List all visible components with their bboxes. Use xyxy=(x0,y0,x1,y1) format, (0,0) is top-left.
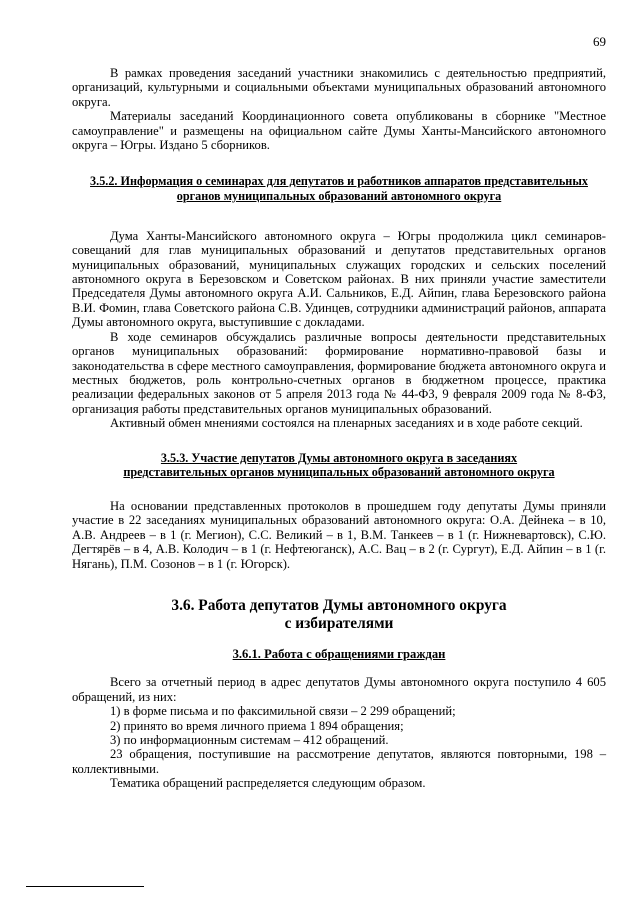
section-3-5-2-paragraph-1: Дума Ханты-Мансийского автономного округа – Югры продолжила цикл семинаров-совещаний для глав муниципальных образований и депутатов представительных органов муниципальных образований, муниципальных служащих городских и сельских поселений автономного округа в Березовском и Советском районах. В них приняли участие заместители Председателя Думы автономного округа А.И. Сальников, Е.Д. Айпин, глава Березовского района В.И. Фомин, глава Советского района С.В. Удинцев, сотрудники администраций районов, аппарата Думы автономного округа, выступившие с докладами. xyxy=(72,228,606,330)
list-item: 1) в форме письма и по факсимильной связи – 2 299 обращений; xyxy=(110,704,456,719)
section-3-5-3-paragraph-1: На основании представленных протоколов в прошедшем году депутаты Думы приняли участие в 22 заседаниях муниципальных образований автономного округа: О.А. Дейнека – в 10, А.В. Андреев – в 1 (г. Мегион), С.С. Великий – в 1, В.М. Танкеев – в 1 (г. Нижневартовск), С.Ю. Дегтярёв – в 4, А.В. Колодич – в 1 (г. Нефтеюганск), А.С. Вац – в 2 (г. Сургут), Е.Д. Айпин – в 1 (г. Нягань), П.М. Созонов – в 1 (г. Югорск). xyxy=(72,498,606,571)
section-3-5-2-heading xyxy=(72,174,606,202)
document-body xyxy=(72,66,606,791)
section-3-5-2-paragraph-2: В ходе семинаров обсуждались различные вопросы деятельности представительных органов муниципальных образований: формирование нормативно-правовой базы и законодательства в сфере местного самоуправления, формирование бюджета автономного округа и местных бюджетов, роль контрольно-счетных органов в бюджетном процессе, практика реализации федеральных законов от 5 апреля 2013 года № 44-ФЗ, 9 февраля 2009 года № 8-ФЗ, организация работы представительных органов муниципальных образований. xyxy=(72,329,606,416)
section-3-6-heading-line2: с избирателями xyxy=(284,614,394,632)
section-3-6-1-paragraph-3: Тематика обращений распределяется следующим образом. xyxy=(110,776,426,791)
section-3-5-2-paragraph-3: Активный обмен мнениями состоялся на пленарных заседаниях и в ходе работе секций. xyxy=(110,416,583,431)
section-3-6-heading-line1: 3.6. Работа депутатов Думы автономного округа xyxy=(171,596,507,614)
page-number: 69 xyxy=(593,34,606,49)
section-3-6-heading xyxy=(72,597,606,633)
section-3-5-3-heading-line2: представительных органов муниципальных образований автономного округа xyxy=(123,464,555,479)
intro-paragraph-1: В рамках проведения заседаний участники знакомились с деятельностью предприятий, организаций, культурными и социальными объектами муниципальных образований автономного округа. xyxy=(72,66,606,109)
appeals-list xyxy=(72,704,606,747)
list-item: 3) по информационным системам – 412 обращений. xyxy=(110,733,389,747)
section-3-5-3-heading-line1: 3.5.3. Участие депутатов Думы автономного округа в заседаниях xyxy=(160,450,518,465)
section-3-6-1-paragraph-2: 23 обращения, поступившие на рассмотрение депутатов, являются повторными, 198 – коллективными. xyxy=(72,747,606,776)
intro-paragraph-2: Материалы заседаний Координационного совета опубликованы в сборнике "Местное самоуправление" и размещены на официальном сайте Думы Ханты-Мансийского автономного округа – Югры. Издано 5 сборников. xyxy=(72,109,606,153)
section-3-5-2-heading-line1: 3.5.2. Информация о семинарах для депутатов и работников аппаратов представительных xyxy=(90,174,588,189)
footnote-separator xyxy=(26,886,144,887)
section-3-6-1-heading: 3.6.1. Работа с обращениями граждан xyxy=(232,646,446,661)
section-3-6-1-paragraph-1: Всего за отчетный период в адрес депутатов Думы автономного округа поступило 4 605 обращений, из них: xyxy=(72,675,606,704)
section-3-5-3-heading xyxy=(72,451,606,479)
list-item: 2) принято во время личного приема 1 894 обращения; xyxy=(110,718,404,733)
section-3-5-2-heading-line2: органов муниципальных образований автономного округа xyxy=(176,188,502,203)
